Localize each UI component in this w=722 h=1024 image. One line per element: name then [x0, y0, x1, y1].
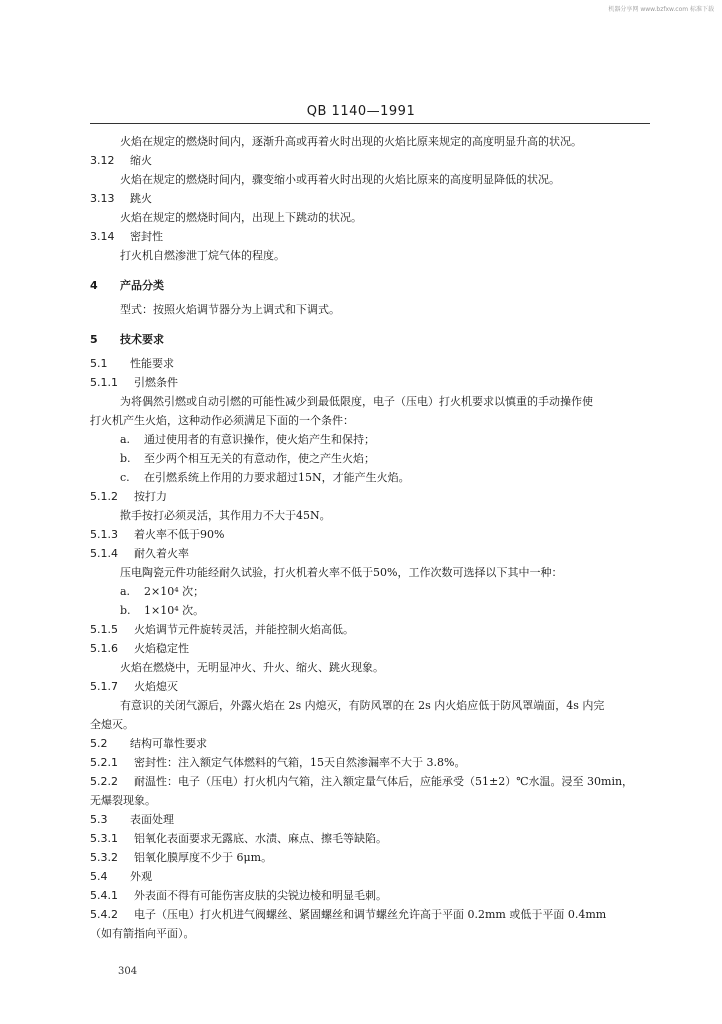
list-item: [120, 452, 375, 466]
paragraph-line: 型式：按照火焰调节器分为上调式和下调式。: [120, 303, 340, 316]
clause-title: 火焰稳定性: [134, 642, 189, 655]
clause-title: 引燃条件: [134, 376, 178, 389]
clause-number: 5.1: [90, 357, 108, 370]
clause-number: 5.4.2: [90, 908, 118, 921]
list-item-marker: c.: [120, 471, 130, 484]
clause-title: 耐久着火率: [134, 547, 189, 560]
clause-number: 5.4.1: [90, 889, 118, 902]
paragraph-continuation: 全熄灭。: [90, 718, 134, 731]
clause-heading: [90, 851, 272, 865]
clause-heading: [90, 680, 178, 694]
clause-heading: [90, 547, 189, 561]
list-item-text: 2×10⁴ 次；: [144, 585, 205, 598]
clause-heading: [90, 832, 387, 846]
header-rule: [90, 123, 650, 124]
list-item: [120, 604, 204, 618]
clause-number: 5.2: [90, 737, 108, 750]
list-item-marker: a.: [120, 433, 131, 446]
paragraph-line: 打火机自燃渗泄丁烷气体的程度。: [120, 249, 285, 262]
paragraph-line: 火焰在燃烧中，无明显冲火、升火、缩火、跳火现象。: [120, 661, 384, 674]
page-number: 304: [118, 966, 138, 977]
clause-heading: [90, 756, 465, 770]
clause-title: 铝氧化膜厚度不少于 6μm。: [134, 851, 273, 864]
clause-number: 5.1.6: [90, 642, 118, 655]
watermark-text: 机器分享网 www.bzfxw.com 标准下载: [608, 6, 714, 13]
clause-title: 外观: [130, 870, 152, 883]
clause-title: 性能要求: [130, 357, 174, 370]
clause-number: 3.13: [90, 192, 115, 205]
list-item-text: 至少两个相互无关的有意动作，使之产生火焰；: [144, 452, 375, 465]
clause-title: 密封性: [130, 230, 163, 243]
clause-heading: [90, 642, 189, 656]
clause-heading: [90, 775, 633, 789]
paragraph-line: 有意识的关闭气源后，外露火焰在 2s 内熄灭，有防风罩的在 2s 内火焰应低于防风罩端面，4s 内完: [120, 699, 605, 712]
clause-heading: [90, 230, 163, 244]
paragraph-line: 火焰在规定的燃烧时间内，逐渐升高或再着火时出现的火焰比原来规定的高度明显升高的状况。: [120, 135, 582, 148]
clause-title: 外表面不得有可能伤害皮肤的尖锐边棱和明显毛刺。: [134, 889, 387, 902]
clause-number: 5.3.1: [90, 832, 118, 845]
clause-number: 3.14: [90, 230, 115, 243]
paragraph-line: 揿手按打必须灵活，其作用力不大于45N。: [120, 509, 331, 522]
section-heading: [90, 333, 164, 347]
section-heading: [90, 279, 164, 293]
paragraph-line: 火焰在规定的燃烧时间内，出现上下跳动的状况。: [120, 211, 362, 224]
paragraph-line: 压电陶瓷元件功能经耐久试验，打火机着火率不低于50%，工作次数可选择以下其中一种：: [120, 566, 563, 579]
clause-heading: [90, 623, 354, 637]
list-item: [120, 585, 204, 599]
clause-title: 火焰调节元件旋转灵活，并能控制火焰高低。: [134, 623, 354, 636]
list-item-marker: b.: [120, 604, 131, 617]
clause-title: 密封性：注入额定气体燃料的气箱，15天自然渗漏率不大于 3.8%。: [134, 756, 466, 769]
clause-heading: [90, 154, 152, 168]
clause-heading: [90, 490, 167, 504]
clause-number: 5.1.1: [90, 376, 118, 389]
list-item-text: 通过使用者的有意识操作，使火焰产生和保持；: [144, 433, 375, 446]
clause-heading: [90, 376, 178, 390]
clause-title: 跳火: [130, 192, 152, 205]
clause-title: 耐温性：电子（压电）打火机内气箱，注入额定量气体后，应能承受（51±2）℃水温。浸至 30min，: [134, 775, 634, 788]
clause-number: 4: [90, 279, 98, 292]
paragraph-line: 火焰在规定的燃烧时间内，骤变缩小或再着火时出现的火焰比原来的高度明显降低的状况。: [120, 173, 560, 186]
clause-number: 5.1.2: [90, 490, 118, 503]
paragraph-line: 为将偶然引燃或自动引燃的可能性减少到最低限度，电子（压电）打火机要求以慎重的手动操作使: [120, 395, 593, 408]
clause-number: 5.2.2: [90, 775, 118, 788]
list-item-marker: a.: [120, 585, 131, 598]
list-item-text: 1×10⁴ 次。: [144, 604, 205, 617]
list-item: [120, 433, 375, 447]
clause-title: 按打力: [134, 490, 167, 503]
clause-heading: [90, 357, 174, 371]
clause-number: 3.12: [90, 154, 115, 167]
clause-title: 缩火: [130, 154, 152, 167]
clause-heading: [90, 192, 152, 206]
clause-heading: [90, 737, 207, 751]
clause-number: 5.1.3: [90, 528, 118, 541]
clause-title: 产品分类: [120, 279, 164, 292]
clause-heading: [90, 528, 224, 542]
paragraph-continuation: （如有箭指向平面）。: [90, 927, 195, 940]
clause-title: 着火率不低于90%: [134, 528, 225, 541]
clause-heading: [90, 889, 387, 903]
clause-heading: [90, 813, 174, 827]
clause-title: 铝氧化表面要求无露底、水渍、麻点、擦毛等缺陷。: [134, 832, 387, 845]
clause-number: 5.1.5: [90, 623, 118, 636]
clause-number: 5.1.4: [90, 547, 118, 560]
paragraph-continuation: 无爆裂现象。: [90, 794, 156, 807]
clause-title: 电子（压电）打火机进气阀螺丝、紧固螺丝和调节螺丝允许高于平面 0.2mm 或低于平面 0.4mm: [134, 908, 607, 921]
clause-number: 5.3: [90, 813, 108, 826]
clause-number: 5.3.2: [90, 851, 118, 864]
list-item-text: 在引燃系统上作用的力要求超过15N，才能产生火焰。: [144, 471, 410, 484]
clause-title: 火焰熄灭: [134, 680, 178, 693]
clause-number: 5.2.1: [90, 756, 118, 769]
page-header-title: QB 1140—1991: [306, 104, 416, 119]
clause-title: 表面处理: [130, 813, 174, 826]
clause-heading: [90, 870, 152, 884]
paragraph-continuation: 打火机产生火焰，这种动作必须满足下面的一个条件：: [90, 414, 354, 427]
clause-number: 5: [90, 333, 98, 346]
clause-number: 5.1.7: [90, 680, 118, 693]
list-item: [120, 471, 410, 485]
clause-heading: [90, 908, 606, 922]
clause-number: 5.4: [90, 870, 108, 883]
clause-title: 结构可靠性要求: [130, 737, 207, 750]
clause-title: 技术要求: [120, 333, 164, 346]
list-item-marker: b.: [120, 452, 131, 465]
